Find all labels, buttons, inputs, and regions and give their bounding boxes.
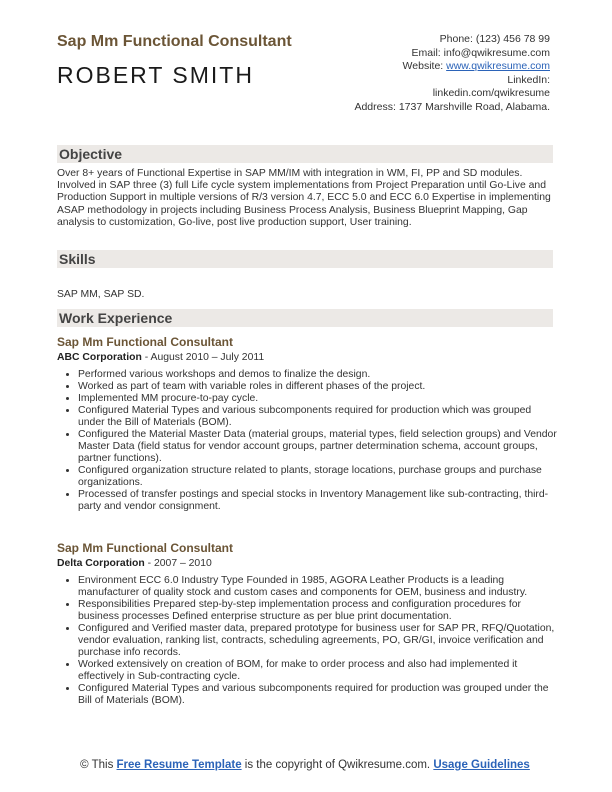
contact-email: [290, 47, 550, 61]
job-1-role: Sap Mm Functional Consultant: [57, 335, 233, 349]
footer-copyright: [70, 758, 540, 772]
list-item: • Processed of transfer postings and special stocks in Inventory Management like sub-contracting, third-party and vendor consignment.: [78, 489, 558, 513]
website-link[interactable]: www.qwikresume.com: [446, 60, 550, 72]
footer-middle: is the copyright of Qwikresume.com.: [241, 759, 434, 771]
skills-heading: Skills: [57, 250, 553, 268]
objective-heading: Objective: [57, 145, 553, 163]
job-1-company: ABC Corporation: [57, 352, 142, 363]
contact-website: [290, 60, 550, 74]
contact-block: [290, 33, 550, 114]
list-item: • Performed various workshops and demos to finalize the design.: [78, 369, 558, 381]
address-value: 1737 Marshville Road, Alabama.: [398, 100, 550, 113]
linkedin-value: linkedin.com/qwikresume: [432, 87, 550, 99]
list-item: • Configured Material Types and various subcomponents required for production was grouped under the Bill of Materials (BOM).: [78, 683, 558, 707]
job-2-company-line: [57, 558, 212, 569]
contact-address: [290, 101, 550, 115]
list-item: • Worked extensively on creation of BOM, for make to order process and also had implemented it effectively in Sub-contracting cycle.: [78, 659, 558, 683]
email-value: info@qwikresume.com: [443, 46, 550, 59]
list-item: • Configured Material Types and various subcomponents required for production which was grouped under the Bill of Materials (BOM).: [78, 405, 558, 429]
work-experience-heading: Work Experience: [57, 309, 553, 327]
job-1-dates: - August 2010 – July 2011: [141, 352, 265, 363]
contact-phone: [290, 33, 550, 47]
usage-guidelines-link[interactable]: Usage Guidelines: [433, 759, 530, 771]
list-item: • Responsibilities Prepared step-by-step implementation process and configuration procedures for business processes Defined enterprise structure as per blue print documentation.: [78, 599, 558, 623]
website-label: Website:: [402, 60, 444, 72]
job-2-role: Sap Mm Functional Consultant: [57, 541, 233, 555]
phone-value: (123) 456 78 99: [475, 33, 550, 45]
objective-text: Over 8+ years of Functional Expertise in SAP MM/IM with integration in WM, FI, PP and SD modules. Involved in SAP three (3) full Life cycle system implementations from Project Preparation until Go-Live and Production Support in multiple versions of R/3 version 4.7, ECC 5.0 and ECC 6.0 Expertise in implementing ASAP methodology in projects including Business Process Analysis, Business Blueprint Mapping, Gap analysis to customization, Go-live, post live production support, User training.: [57, 168, 551, 228]
address-label: Address:: [354, 100, 396, 113]
job-2-company: Delta Corporation: [57, 558, 145, 569]
list-item: • Configured and Verified master data, prepared prototype for business user for SAP PR, RFQ/Quotation, vendor evaluation, ranking list, contracts, scheduling agreements, PO, GR/GI, invoice verification and purchase info records.: [78, 623, 558, 659]
list-item: • Configured organization structure related to plants, storage locations, purchase groups and purchase organizations.: [78, 465, 558, 489]
free-resume-template-link[interactable]: Free Resume Template: [116, 759, 242, 771]
job-1-company-line: [57, 352, 264, 363]
skills-text: SAP MM, SAP SD.: [57, 289, 145, 300]
header-job-title: Sap Mm Functional Consultant: [57, 33, 292, 50]
list-item: • Implemented MM procure-to-pay cycle.: [78, 393, 558, 405]
job-1-bullets: [62, 369, 558, 513]
email-label: Email:: [411, 46, 441, 59]
list-item: • Worked as part of team with variable roles in different phases of the project.: [78, 381, 558, 393]
candidate-name: ROBERT SMITH: [57, 62, 254, 88]
list-item: • Environment ECC 6.0 Industry Type Founded in 1985, AGORA Leather Products is a leading manufacturer of quality stock and custom cases and components for OEM, business and industry.: [78, 575, 558, 599]
job-2-dates: - 2007 – 2010: [144, 558, 212, 569]
phone-label: Phone:: [439, 33, 473, 45]
job-2-bullets: [62, 575, 558, 707]
linkedin-label: LinkedIn:: [507, 73, 550, 86]
list-item: • Configured the Material Master Data (material groups, material types, field selection groups) and Vendor Master Data (field status for vendor account groups, partner determination schema, account groups, partner functions).: [78, 429, 558, 465]
footer-prefix: © This: [80, 759, 117, 771]
